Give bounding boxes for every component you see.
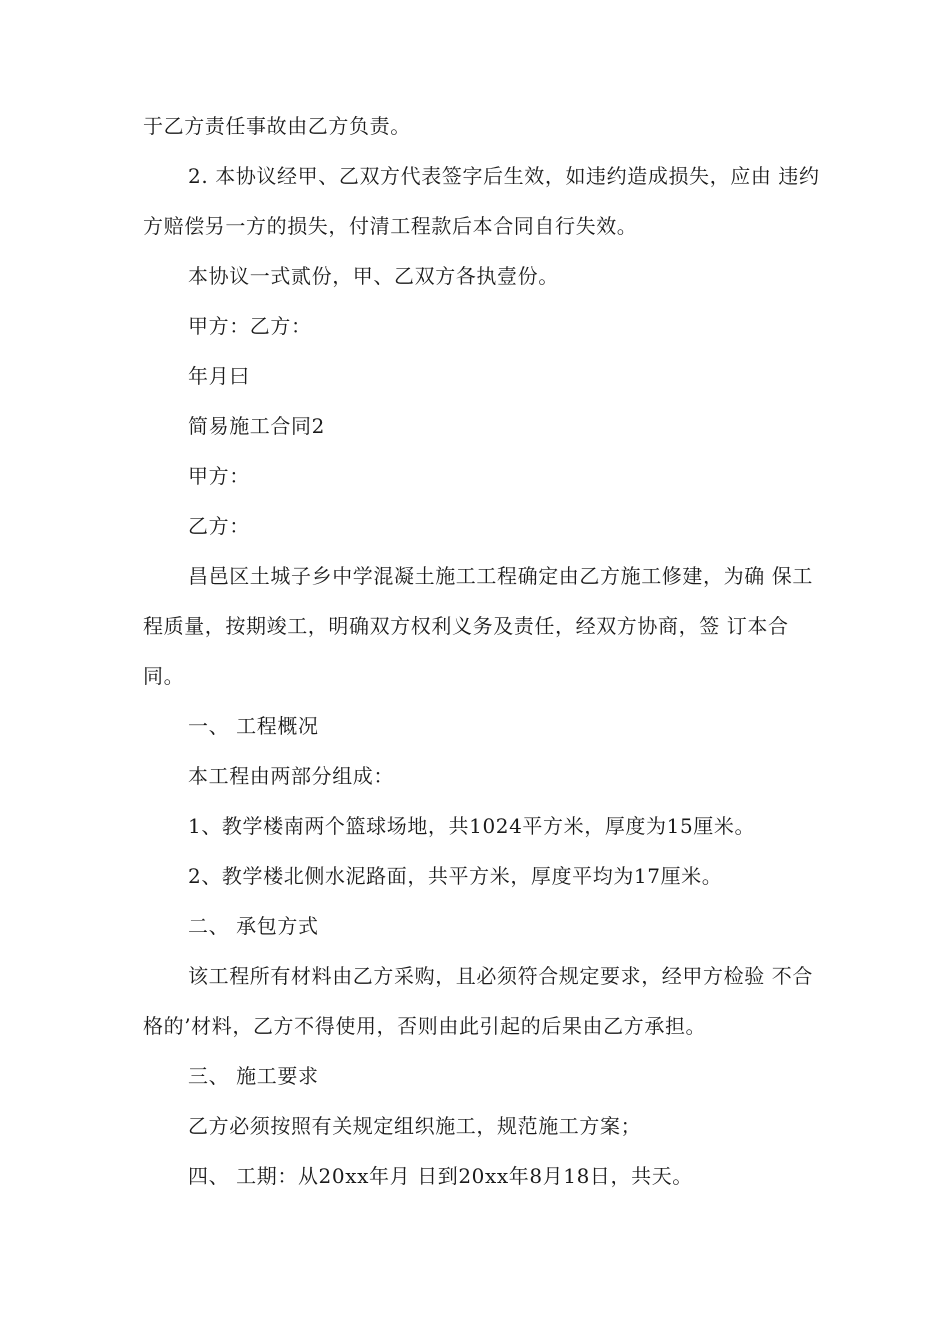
paragraph-line: 乙方必须按照有关规定组织施工，规范施工方案； xyxy=(188,1114,642,1138)
date-line: 年月曰 xyxy=(188,364,250,388)
paragraph-line: 同。 xyxy=(143,664,185,688)
contract-title: 简易施工合同2 xyxy=(188,414,325,438)
paragraph-line: 本工程由两部分组成： xyxy=(188,764,394,788)
paragraph-line: 2. 本协议经甲、乙双方代表签字后生效，如违约造成损失，应由 违约 xyxy=(188,164,820,188)
section-heading: 四、 工期：从20xx年月 日到20xx年8月18日，共天。 xyxy=(188,1164,693,1188)
section-heading: 二、 承包方式 xyxy=(188,914,319,938)
paragraph-line: 于乙方责任事故由乙方负责。 xyxy=(143,114,411,138)
section-heading: 一、 工程概况 xyxy=(188,714,319,738)
paragraph-line: 格的’材料，乙方不得使用，否则由此引起的后果由乙方承担。 xyxy=(143,1014,707,1038)
paragraph-line: 本协议一式贰份，甲、乙双方各执壹份。 xyxy=(188,264,559,288)
list-item: 1、教学楼南两个篮球场地，共1024平方米，厚度为15厘米。 xyxy=(188,814,756,838)
signature-party-line: 甲方：乙方： xyxy=(188,314,312,338)
party-b-label: 乙方： xyxy=(188,514,250,538)
party-a-label: 甲方： xyxy=(188,464,250,488)
section-heading: 三、 施工要求 xyxy=(188,1064,319,1088)
paragraph-line: 方赔偿另一方的损失，付清工程款后本合同自行失效。 xyxy=(143,214,638,238)
paragraph-line: 程质量，按期竣工，明确双方权利义务及责任，经双方协商，签 订本合 xyxy=(143,614,789,638)
paragraph-line: 昌邑区土城子乡中学混凝土施工工程确定由乙方施工修建，为确 保工 xyxy=(188,564,813,588)
list-item: 2、教学楼北侧水泥路面，共平方米，厚度平均为17厘米。 xyxy=(188,864,723,888)
paragraph-line: 该工程所有材料由乙方采购，且必须符合规定要求，经甲方检验 不合 xyxy=(188,964,813,988)
